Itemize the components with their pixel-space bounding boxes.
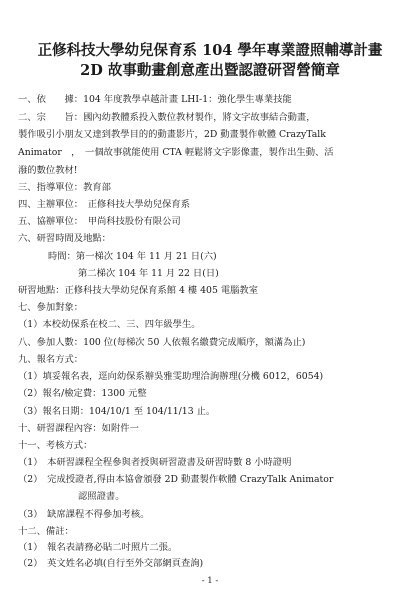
document-title-line1: 正修科技大學幼兒保育系 104 學年專業證照輔導計畫 [37, 42, 383, 59]
registration-item-3: （3）報名日期：104/10/1 至 104/11/13 止。 [18, 406, 216, 417]
notes-item-2: （2） 英文姓名必填(自行至外交部網頁查詢) [18, 558, 204, 569]
notes-item-1: （1） 報名表請務必貼二吋照片二張。 [18, 542, 178, 553]
schedule-heading: 六、研習時間及地點： [18, 233, 111, 244]
notes-heading: 十二、備註： [18, 526, 74, 537]
organizer-line: 四、主辦單位： 正修科技大學幼兒保育系 [18, 199, 190, 210]
schedule-session-2: 第二梯次 104 年 11 月 22 日(日) [78, 268, 219, 279]
capacity-line: 八、參加人數：100 位(每梯次 50 人依報名繳費完成順序，額滿為止) [18, 337, 306, 348]
purpose-line-2: 製作吸引小朋友又達到教學目的的動畫影片，2D 動畫製作軟體 CrazyTalk [18, 129, 326, 140]
registration-heading: 九、報名方式： [18, 354, 84, 365]
venue-line: 研習地點：正修科技大學幼兒保育系館 4 樓 405 電腦教室 [18, 285, 259, 296]
supervising-unit-line: 三、指導單位：教育部 [18, 182, 111, 193]
purpose-line-1: 二、宗 旨：國內幼教體系投入數位教材製作，將文字故事結合動畫， [18, 112, 316, 123]
course-content-line: 十、研習課程內容：如附件一 [18, 423, 139, 434]
schedule-session-1: 時間：第一梯次 104 年 11 月 21 日(六) [48, 251, 217, 262]
audience-heading: 七、參加對象： [18, 302, 84, 313]
assessment-item-2: （2） 完成授證者,得由本協會頒發 2D 動畫製作軟體 CrazyTalk Animator [18, 474, 334, 485]
registration-item-2: （2）報名/檢定費：1300 元整 [18, 388, 147, 399]
document-title-line2: 2D 故事動畫創意產出暨認證研習營簡章 [80, 62, 340, 79]
audience-item-1: （1）本校幼保系在校二、三、四年級學生。 [18, 319, 201, 330]
assessment-item-1: （1） 本研習課程全程參與者授與研習證書及研習時數 8 小時證明 [18, 457, 292, 468]
purpose-line-4: 潑的數位教材! [18, 165, 78, 176]
co-organizer-line: 五、協辦單位： 甲尚科技股份有限公司 [18, 216, 181, 227]
assessment-heading: 十一、考核方式： [18, 440, 93, 451]
assessment-item-3: （3） 缺席課程不得參加考核。 [18, 509, 150, 520]
assessment-item-2-cont: 認照證書。 [78, 491, 125, 502]
purpose-line-3: Animator ， 一個故事就能使用 CTA 輕鬆將文字影像畫，製作出生動、活 [18, 147, 334, 158]
page-number: - 1 - [201, 576, 219, 586]
registration-item-1: （1）填妥報名表，逕向幼保系辦吳雅雯助理洽詢辦理(分機 6012，6054) [18, 371, 324, 382]
basis-line: 一、依 據：104 年度教學卓越計畫 LHI-1：強化學生專業技能 [18, 94, 292, 105]
